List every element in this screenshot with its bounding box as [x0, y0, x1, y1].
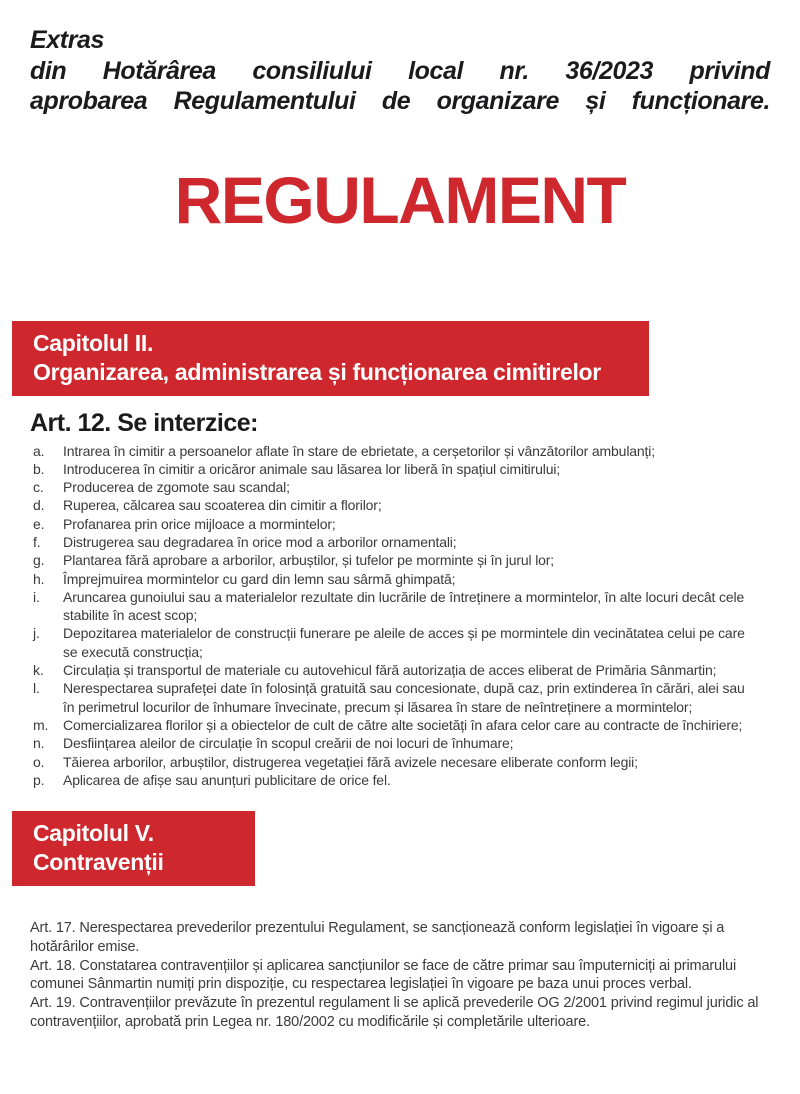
article-17-paragraph: Art. 17. Nerespectarea prevederilor prezentului Regulament, se sancționează conform legislației în vigoare și a hotărârilor emise. — [30, 920, 725, 955]
item-letter: j. — [33, 625, 40, 642]
closing-articles — [30, 919, 770, 1031]
item-letter: a. — [33, 442, 45, 459]
list-item — [33, 442, 748, 460]
page-title: REGULAMENT — [174, 162, 626, 237]
list-item — [33, 679, 748, 716]
article-19-paragraph: Art. 19. Contravențiilor prevăzute în prezentul regulament li se aplică prevederile OG 2/2001 privind regimul juridic al contravențiilor, aprobată prin Legea nr. 180/2002 cu modificările și completările ulterioare. — [30, 994, 759, 1030]
list-item — [33, 771, 748, 789]
item-letter: n. — [33, 735, 45, 752]
list-item — [33, 478, 748, 496]
list-item — [33, 588, 748, 625]
list-item — [33, 753, 748, 771]
chapter-2-title: Capitolul II. — [33, 329, 154, 356]
header-line-extras: Extras — [30, 26, 105, 54]
item-text: Introducerea în cimitir a oricăror animale sau lăsarea lor liberă în spațiul cimitirului; — [63, 460, 561, 477]
item-letter: b. — [33, 460, 45, 477]
list-item — [33, 734, 748, 752]
item-text: Producerea de zgomote sau scandal; — [63, 479, 290, 496]
list-item — [33, 496, 748, 514]
document-header — [30, 0, 770, 117]
item-text: Nerespectarea suprafeței date în folosință gratuită sau concesionate, după caz, prin extinderea în cărări, alei sau în perimetrul locurilor de înhumare învecinate, precum și lăsarea în stare de neîntreținere a mormintelor; — [63, 680, 745, 715]
list-item — [33, 570, 748, 588]
chapter-5-subtitle: Contravenții — [33, 849, 164, 876]
article-18-paragraph: Art. 18. Constatarea contravențiilor și aplicarea sancțiunilor se face de către primar sau împuterniciți ai primarului comunei Sânmartin numiți prin dispoziție, cu respectarea legislației în vigoare pe baza unui proces verbal. — [30, 957, 737, 993]
item-letter: o. — [33, 753, 45, 770]
item-letter: p. — [33, 771, 45, 788]
item-text: Ruperea, călcarea sau scoaterea din cimitir a florilor; — [63, 497, 382, 514]
item-letter: c. — [33, 479, 44, 496]
list-item — [33, 661, 748, 679]
chapter-5-title: Capitolul V. — [33, 820, 154, 847]
item-text: Intrarea în cimitir a persoanelor aflate în stare de ebrietate, a cerșetorilor și vânzătorilor ambulanți; — [63, 442, 655, 459]
list-item — [33, 716, 748, 734]
item-letter: g. — [33, 552, 45, 569]
chapter-2-banner — [12, 321, 649, 396]
item-text: Desființarea aleilor de circulație în scopul creării de noi locuri de înhumare; — [63, 735, 514, 752]
item-text: Aruncarea gunoiului sau a materialelor rezultate din lucrările de întreținere a mormintelor, în alte locuri decât cele stabilite în acest scop; — [63, 588, 745, 624]
item-text: Depozitarea materialelor de construcții funerare pe aleile de acces și pe mormintele din vecinătatea celui pe care se execută construcția; — [63, 625, 745, 660]
list-item — [33, 533, 748, 551]
item-letter: e. — [33, 515, 45, 532]
interdiction-list — [33, 442, 748, 790]
list-item — [33, 624, 748, 661]
item-letter: h. — [33, 570, 45, 587]
chapter-2-subtitle: Organizarea, administrarea și funcționarea cimitirelor — [33, 358, 601, 385]
chapter-5-banner — [12, 811, 255, 886]
item-text: Circulația și transportul de materiale cu autovehicul fără autorizația de acces eliberat de Primăria Sânmartin; — [63, 662, 717, 679]
list-item — [33, 551, 748, 569]
item-letter: f. — [33, 533, 41, 550]
item-text: Aplicarea de afișe sau anunțuri publicitare de orice fel. — [63, 771, 391, 788]
header-line-approval: aprobarea Regulamentului de organizare și funcționare. — [30, 87, 770, 115]
item-text: Tăierea arborilor, arbuștilor, distrugerea vegetației fără avizele necesare eliberate conform legii; — [63, 753, 638, 770]
item-letter: i. — [33, 588, 40, 605]
list-item — [33, 515, 748, 533]
header-line-decision: din Hotărârea consiliului local nr. 36/2023 privind — [30, 56, 770, 85]
item-text: Plantarea fără aprobare a arborilor, arbuștilor, și tufelor pe morminte și în jurul lor; — [63, 552, 555, 569]
item-text: Comercializarea florilor și a obiectelor de cult de către alte societăți în afara celor care au contracte de închiriere; — [63, 716, 743, 733]
item-letter: k. — [33, 662, 44, 679]
item-text: Profanarea prin orice mijloace a mormintelor; — [63, 515, 336, 532]
item-text: Distrugerea sau degradarea în orice mod a arborilor ornamentali; — [63, 533, 457, 550]
item-letter: d. — [33, 497, 45, 514]
item-text: Împrejmuirea mormintelor cu gard din lemn sau sârmă ghimpată; — [63, 570, 456, 587]
item-letter: m. — [33, 716, 49, 733]
article-12-heading: Art. 12. Se interzice: — [30, 408, 258, 437]
list-item — [33, 460, 748, 478]
item-letter: l. — [33, 680, 40, 697]
